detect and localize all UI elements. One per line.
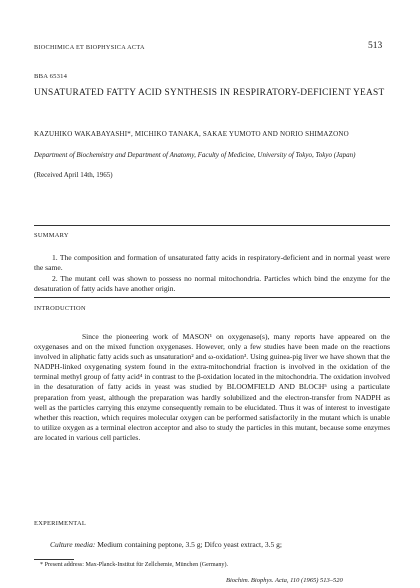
footnote-rule bbox=[34, 559, 74, 560]
summary-bottom-rule bbox=[34, 297, 390, 298]
article-title: UNSATURATED FATTY ACID SYNTHESIS IN RESPIRATORY-DEFICIENT YEAST bbox=[34, 88, 385, 98]
culture-media-text: Medium containing peptone, 3.5 g; Difco yeast extract, 3.5 g; bbox=[95, 540, 282, 549]
summary-body bbox=[34, 253, 390, 295]
footnote: * Present address: Max-Planck-Institut für Zellchemie, München (Germany). bbox=[40, 562, 229, 568]
culture-media-line bbox=[34, 540, 390, 549]
summary-top-rule bbox=[34, 225, 390, 226]
affiliation: Department of Biochemistry and Department of Anatomy, Faculty of Medicine, University of Tokyo, Tokyo (Japan) bbox=[34, 151, 356, 159]
experimental-heading: EXPERIMENTAL bbox=[34, 520, 87, 527]
culture-media-label: Culture media: bbox=[50, 540, 96, 549]
introduction-heading: INTRODUCTION bbox=[34, 305, 86, 312]
journal-citation: Biochim. Biophys. Acta, 110 (1965) 513–520 bbox=[226, 577, 343, 584]
summary-heading: SUMMARY bbox=[34, 232, 69, 239]
author-list: KAZUHIKO WAKABAYASHI*, MICHIKO TANAKA, SAKAE YUMOTO AND NORIO SHIMAZONO bbox=[34, 130, 349, 138]
introduction-body: Since the pioneering work of MASON¹ on oxygenase(s), many reports have appeared on the oxygenases and on the mixed function oxygenases. However, only a few studies have been made on the reactions involved in aliphatic fatty acids such as unsaturation² and ω-oxidation³. Using guinea-pig liver we have shown that the NADPH-linked oxygenating system found in the extra-mitochondrial fraction is involved in the oxidation of the terminal methyl group of fatty acid⁴ in contrast to the β-oxidation located in the mitochondria. The oxidation involved in the desaturation of fatty acids in yeast was studied by BLOOMFIELD AND BLOCH⁵ using a particulate preparation from yeast, although the preparation was hardly solubilized and the electron-transfer from NADPH as well as the particles carrying this enzyme consequently remain to be elucidated. Thus it was of interest to investigate whether this reaction, which requires molecular oxygen can be performed satisfactorily in the mutant which is unable to utilize oxygen as a terminal electron acceptor and also to study the particles in this mutant, because some enzymes are located in various cell particles. bbox=[34, 332, 390, 442]
article-id: BBA 65314 bbox=[34, 73, 68, 80]
summary-item: 2. The mutant cell was shown to possess no normal mitochondria. Particles which bind the enzyme for the desaturation of fatty acids have another origin. bbox=[34, 273, 390, 294]
received-date: (Received April 14th, 1965) bbox=[34, 171, 113, 179]
page-number: 513 bbox=[368, 41, 383, 51]
journal-name: BIOCHIMICA ET BIOPHYSICA ACTA bbox=[34, 44, 145, 51]
summary-item: 1. The composition and formation of unsaturated fatty acids in respiratory-deficient and in normal yeast were the same. bbox=[34, 253, 390, 273]
